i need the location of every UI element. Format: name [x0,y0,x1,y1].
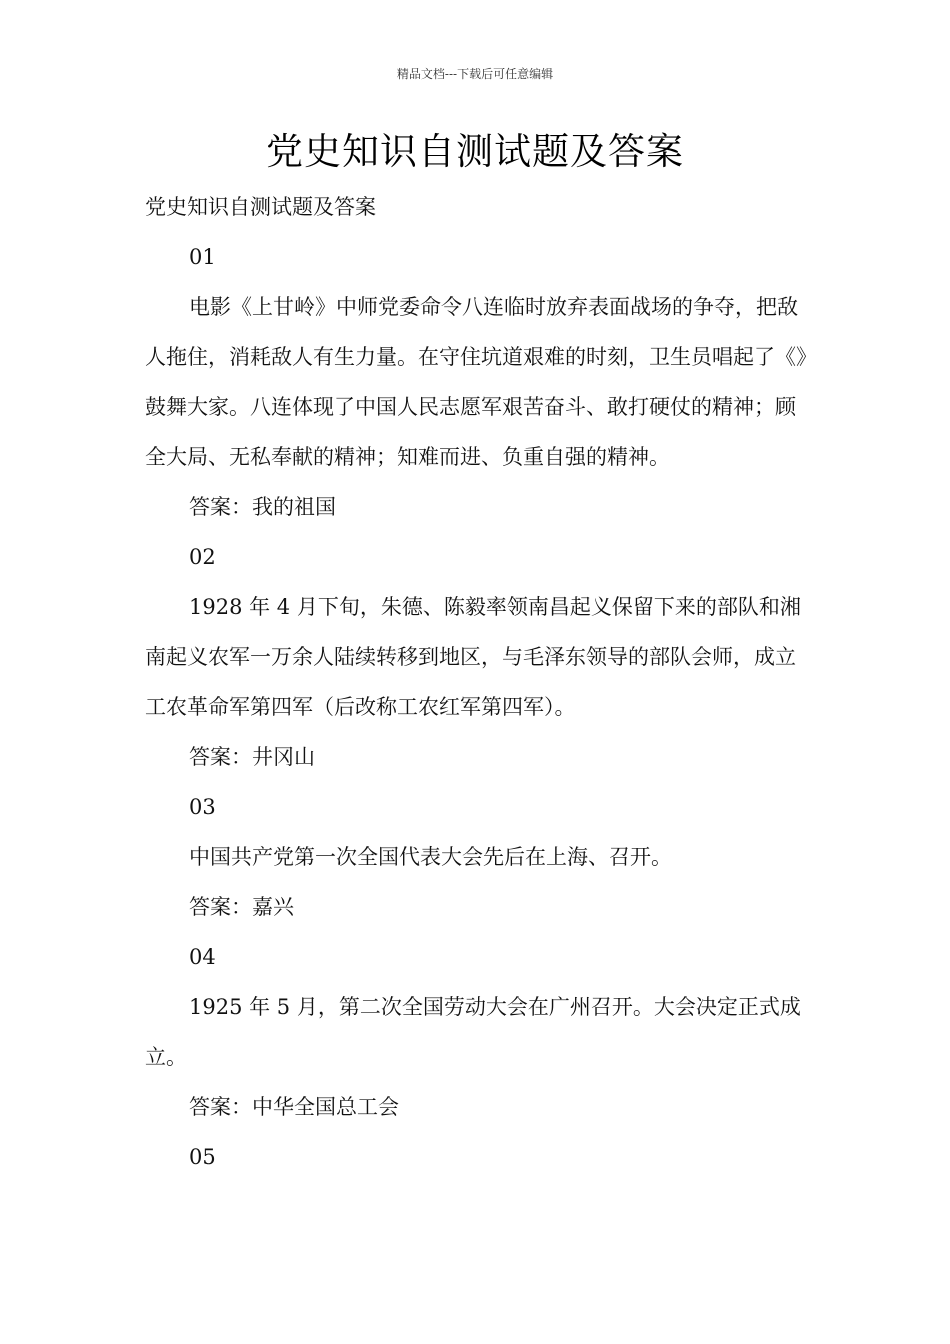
document-body [145,182,815,1182]
document-subtitle: 党史知识自测试题及答案 [145,195,376,219]
answer-01: 答案：我的祖国 [189,495,336,519]
document-title: 党史知识自测试题及答案 [266,130,684,173]
question-text-02: 1928 年 4 月下旬，朱德、陈毅率领南昌起义保留下来的部队和湘南起义农军一万余人陆续转移到地区，与毛泽东领导的部队会师，成立工农革命军第四军（后改称工农红军第四军）。 [145,595,801,719]
question-number-01: 01 [189,245,216,269]
question-text-01: 电影《上甘岭》中师党委命令八连临时放弃表面战场的争夺，把敌人拖住，消耗敌人有生力量。在守住坑道艰难的时刻，卫生员唱起了《》鼓舞大家。八连体现了中国人民志愿军艰苦奋斗、敢打硬仗的精神；顾全大局、无私奉献的精神；知难而进、负重自强的精神。 [145,295,807,469]
answer-03: 答案：嘉兴 [189,895,294,919]
answer-02: 答案：井冈山 [189,745,315,769]
question-number-05: 05 [189,1145,216,1169]
page-header: 精品文档---下载后可任意编辑 [396,67,554,81]
question-number-03: 03 [189,795,216,819]
question-text-03: 中国共产党第一次全国代表大会先后在上海、召开。 [189,845,672,869]
answer-04: 答案：中华全国总工会 [189,1095,399,1119]
question-text-04: 1925 年 5 月，第二次全国劳动大会在广州召开。大会决定正式成立。 [145,995,801,1069]
question-number-04: 04 [189,945,216,969]
question-number-02: 02 [189,545,216,569]
